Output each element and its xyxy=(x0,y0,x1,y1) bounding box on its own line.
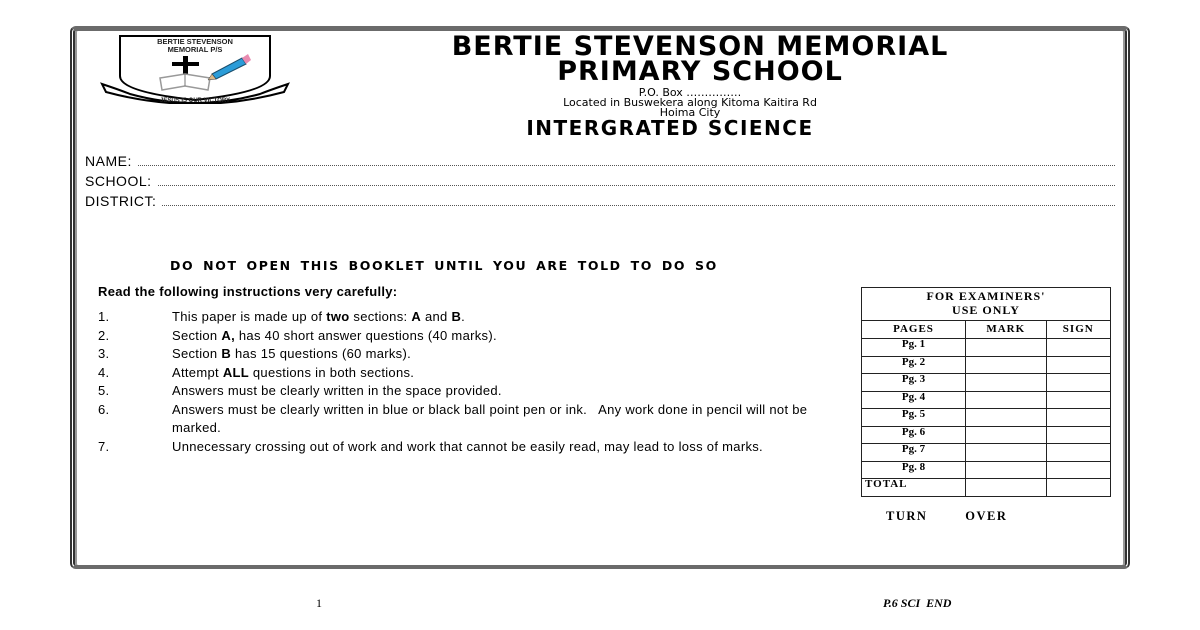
table-row: Pg. 4 xyxy=(862,391,1111,409)
location: Located in Buswekera along Kitoma Kaitira Rd xyxy=(563,96,817,109)
warning-notice: DO NOT OPEN THIS BOOKLET UNTIL YOU ARE TOLD TO DO SO xyxy=(170,258,718,273)
school-name xyxy=(300,31,1100,87)
school-name-line2: PRIMARY SCHOOL xyxy=(557,56,843,87)
turn-over-label: TURN OVER xyxy=(886,509,1008,523)
sign-cell[interactable] xyxy=(1046,479,1111,497)
table-row: Pg. 6 xyxy=(862,426,1111,444)
instructions-heading: Read the following instructions very carefully: xyxy=(98,284,398,299)
sign-cell[interactable] xyxy=(1046,461,1111,479)
sign-cell[interactable] xyxy=(1046,356,1111,374)
subject-title: INTERGRATED SCIENCE xyxy=(526,116,814,140)
school-logo xyxy=(100,34,290,104)
mark-cell[interactable] xyxy=(966,374,1047,392)
table-row: TOTAL xyxy=(862,479,1111,497)
sign-cell[interactable] xyxy=(1046,339,1111,357)
examiners-table xyxy=(861,287,1111,497)
instruction-item: 5. Answers must be clearly written in the space provided. xyxy=(98,383,502,398)
school-label: SCHOOL: xyxy=(85,173,152,189)
table-row: Pg. 7 xyxy=(862,444,1111,462)
school-address xyxy=(300,88,1080,118)
table-row: Pg. 8 xyxy=(862,461,1111,479)
sign-cell[interactable] xyxy=(1046,374,1111,392)
instruction-item: 3. Section B has 15 questions (60 marks). xyxy=(98,346,412,361)
table-row: Pg. 3 xyxy=(862,374,1111,392)
sign-cell[interactable] xyxy=(1046,391,1111,409)
instruction-item: 4. Attempt ALL questions in both sections. xyxy=(98,364,415,380)
po-box: P.O. Box …………… xyxy=(638,86,742,99)
school-field[interactable] xyxy=(85,173,1115,193)
name-field[interactable] xyxy=(85,153,1115,173)
instructions-list xyxy=(98,308,858,456)
district-field[interactable] xyxy=(85,193,1115,213)
district-label: DISTRICT: xyxy=(85,193,157,209)
instruction-item: 7. Unnecessary crossing out of work and work that cannot be easily read, may lead to loss of marks. xyxy=(98,438,763,454)
sign-cell[interactable] xyxy=(1046,426,1111,444)
svg-text:MEMORIAL P/S: MEMORIAL P/S xyxy=(167,45,223,54)
school-name-line1: BERTIE STEVENSON MEMORIAL xyxy=(451,31,949,62)
table-row: Pg. 5 xyxy=(862,409,1111,427)
city: Hoima City xyxy=(659,106,721,119)
svg-text:JESUS IS OUR VICTORY: JESUS IS OUR VICTORY xyxy=(159,98,231,104)
table-row: Pg. 2 xyxy=(862,356,1111,374)
col-mark: MARK xyxy=(966,321,1047,339)
name-label: NAME: xyxy=(85,153,132,169)
instruction-item: 1. This paper is made up of two sections: A and B. xyxy=(98,309,466,324)
sign-cell[interactable] xyxy=(1046,409,1111,427)
col-pages: PAGES xyxy=(862,321,966,339)
school-input-line[interactable] xyxy=(158,175,1115,186)
mark-cell[interactable] xyxy=(966,461,1047,479)
mark-cell[interactable] xyxy=(966,409,1047,427)
page-number: 1 xyxy=(316,596,322,610)
mark-cell[interactable] xyxy=(966,339,1047,357)
school-crest-icon xyxy=(100,34,290,104)
svg-text:BERTIE STEVENSON: BERTIE STEVENSON xyxy=(157,37,233,46)
footer-code: P.6 SCI END xyxy=(883,596,952,610)
district-input-line[interactable] xyxy=(162,195,1115,206)
mark-cell[interactable] xyxy=(966,444,1047,462)
candidate-fields xyxy=(85,153,1115,213)
mark-cell[interactable] xyxy=(966,426,1047,444)
examiners-table-title: FOR EXAMINERS' USE ONLY xyxy=(862,288,1111,321)
mark-cell[interactable] xyxy=(966,479,1047,497)
sign-cell[interactable] xyxy=(1046,444,1111,462)
name-input-line[interactable] xyxy=(138,155,1115,166)
instruction-item: 2. Section A, has 40 short answer questions (40 marks). xyxy=(98,327,497,343)
col-sign: SIGN xyxy=(1046,321,1111,339)
mark-cell[interactable] xyxy=(966,391,1047,409)
instruction-item: 6. Answers must be clearly written in blue or black ball point pen or ink. Any work done in pencil will not be marked. xyxy=(98,401,812,435)
mark-cell[interactable] xyxy=(966,356,1047,374)
table-row: Pg. 1 xyxy=(862,339,1111,357)
